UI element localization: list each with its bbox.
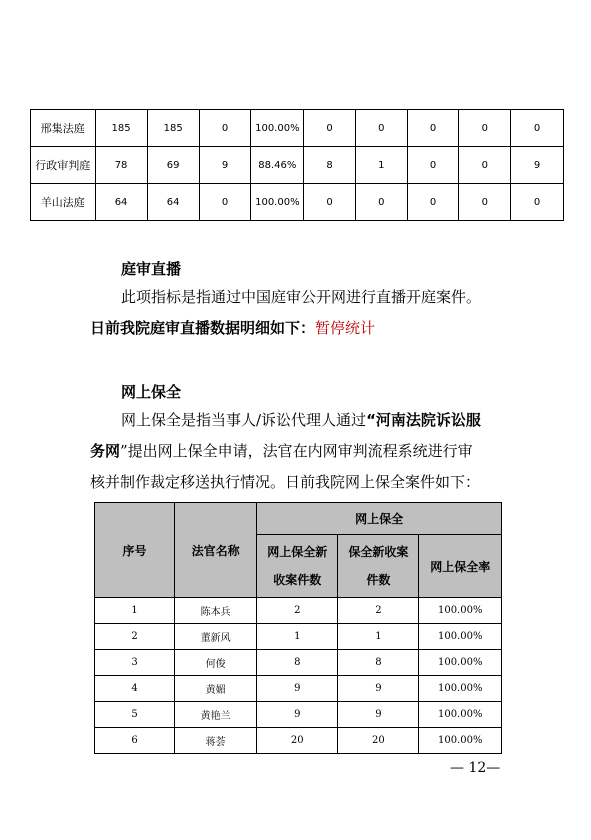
table-cell: 0 (407, 110, 459, 147)
table-cell: 6 (95, 728, 175, 754)
table-cell: 0 (511, 110, 564, 147)
table-cell: 黄艳兰 (175, 702, 257, 728)
header-text: 收案件数 (273, 573, 322, 587)
header-index: 序号 (95, 503, 175, 598)
table-cell: 185 (95, 110, 147, 147)
header-judge: 法官名称 (175, 503, 257, 598)
preserve-site-name-end: 务网 (90, 442, 121, 460)
table-cell: 1 (257, 624, 338, 650)
table-row (31, 147, 564, 184)
table-cell: 9 (257, 676, 338, 702)
table-cell: 3 (95, 650, 175, 676)
preserve-para-text: ”提出网上保全申请，法官在内网审判流程系统进行审 (120, 442, 473, 460)
table-cell: 何俊 (175, 650, 257, 676)
table-cell: 0 (199, 184, 251, 221)
table-cell: 78 (95, 147, 147, 184)
table-cell: 9 (338, 676, 419, 702)
table-cell: 2 (338, 598, 419, 624)
header-text: 网上保全新 (267, 545, 328, 559)
table-cell: 100.00% (419, 702, 502, 728)
table-cell: 20 (338, 728, 419, 754)
table-cell: 100.00% (251, 184, 304, 221)
live-description: 此项指标是指通过中国庭审公开网进行直播开庭案件。 (121, 288, 482, 306)
table-row (95, 676, 502, 702)
table-row (31, 110, 564, 147)
table-cell: 黄媚 (175, 676, 257, 702)
table-cell: 8 (338, 650, 419, 676)
header-new-received (338, 535, 419, 598)
table-cell: 0 (459, 110, 511, 147)
live-detail-line (90, 313, 375, 344)
header-text: 件数 (366, 573, 391, 587)
court-name-cell: 羊山法庭 (31, 184, 96, 221)
table-cell: 1 (355, 147, 407, 184)
table-cell: 2 (95, 624, 175, 650)
table-row (95, 624, 502, 650)
preserve-site-name: “河南法院诉讼服 (366, 411, 481, 429)
table-cell: 0 (304, 184, 356, 221)
table-cell: 9 (257, 702, 338, 728)
table-cell: 0 (355, 184, 407, 221)
preserve-section-title: 网上保全 (121, 383, 182, 401)
table-cell: 100.00% (419, 728, 502, 754)
table-cell: 5 (95, 702, 175, 728)
table-cell: 100.00% (251, 110, 304, 147)
preserve-table (94, 502, 502, 754)
table-cell: 100.00% (419, 598, 502, 624)
table-cell: 0 (407, 184, 459, 221)
table-row (95, 598, 502, 624)
table-cell: 0 (304, 110, 356, 147)
table-cell: 9 (199, 147, 251, 184)
table-cell: 185 (147, 110, 199, 147)
table-cell: 9 (338, 702, 419, 728)
table-cell: 1 (95, 598, 175, 624)
table-cell: 0 (407, 147, 459, 184)
court-stats-table (30, 109, 564, 221)
preserve-para-line1 (121, 405, 481, 436)
page-number: — 12— (450, 760, 501, 776)
table-cell: 0 (355, 110, 407, 147)
table-cell: 8 (304, 147, 356, 184)
table-row (95, 702, 502, 728)
table-cell: 100.00% (419, 650, 502, 676)
table-cell: 88.46% (251, 147, 304, 184)
table-cell: 2 (257, 598, 338, 624)
live-detail-label: 日前我院庭审直播数据明细如下： (90, 319, 316, 337)
table-cell: 100.00% (419, 676, 502, 702)
table-cell: 0 (459, 147, 511, 184)
live-detail-status: 暂停统计 (315, 319, 376, 337)
table-cell: 0 (511, 184, 564, 221)
live-section-title: 庭审直播 (121, 260, 182, 278)
table-cell: 蒋荟 (175, 728, 257, 754)
court-name-cell: 行政审判庭 (31, 147, 96, 184)
table-cell: 0 (199, 110, 251, 147)
table-cell: 陈本兵 (175, 598, 257, 624)
table-cell: 69 (147, 147, 199, 184)
header-new-cases (257, 535, 338, 598)
table-cell: 1 (338, 624, 419, 650)
table-cell: 4 (95, 676, 175, 702)
table-cell: 董新风 (175, 624, 257, 650)
table-cell: 0 (459, 184, 511, 221)
header-group: 网上保全 (257, 503, 502, 535)
table-cell: 64 (147, 184, 199, 221)
header-rate: 网上保全率 (419, 535, 502, 598)
table-row (95, 650, 502, 676)
table-cell: 64 (95, 184, 147, 221)
table-row (95, 728, 502, 754)
preserve-para-line3: 核并制作裁定移送执行情况。日前我院网上保全案件如下： (90, 473, 481, 491)
preserve-para-line2 (90, 436, 473, 467)
table-cell: 9 (511, 147, 564, 184)
table-cell: 8 (257, 650, 338, 676)
table-row (31, 184, 564, 221)
header-text: 保全新收案 (348, 545, 409, 559)
table-cell: 100.00% (419, 624, 502, 650)
court-name-cell: 邢集法庭 (31, 110, 96, 147)
table-cell: 20 (257, 728, 338, 754)
preserve-para-text: 网上保全是指当事人/诉讼代理人通过 (121, 411, 367, 429)
